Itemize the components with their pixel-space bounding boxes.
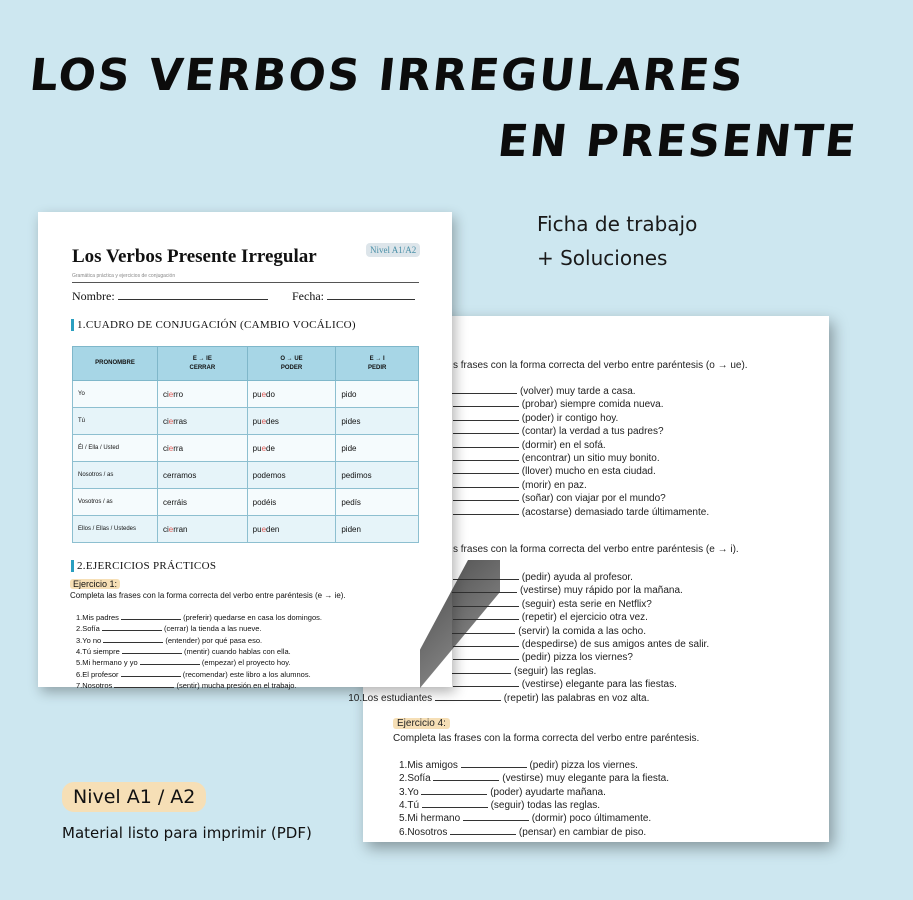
exercise-item bbox=[76, 670, 311, 679]
main-title-line1: LOS VERBOS IRREGULARES bbox=[27, 50, 748, 101]
tagline-solutions: + Soluciones bbox=[537, 246, 668, 270]
answer-blank bbox=[450, 826, 516, 835]
item-prefix: 5.Mi hermano y yo bbox=[76, 658, 138, 668]
table-header-cell bbox=[73, 347, 158, 381]
verb-vowel-change: e bbox=[261, 389, 267, 399]
exercise-item bbox=[76, 636, 262, 645]
item-suffix: (seguir) esta serie en Netflix? bbox=[521, 598, 652, 610]
pronoun-cell: Él / Ella / Usted bbox=[73, 435, 158, 462]
conjugation-cell bbox=[158, 489, 248, 516]
item-suffix: (seguir) todas las reglas. bbox=[490, 799, 601, 811]
pronoun-cell: Yo bbox=[73, 381, 158, 408]
item-suffix: (soñar) con viajar por el mundo? bbox=[521, 493, 666, 505]
conjugation-cell bbox=[247, 489, 336, 516]
exercise1-instruction: Completa las frases con la forma correcta del verbo entre paréntesis (e → ie). bbox=[70, 591, 346, 600]
verb-stem: pides bbox=[341, 416, 361, 426]
verb-stem: pido bbox=[341, 389, 357, 399]
conjugation-cell bbox=[336, 516, 419, 543]
item-suffix: (poder) ir contigo hoy. bbox=[521, 412, 619, 424]
answer-blank bbox=[451, 385, 517, 394]
item-suffix: (repetir) las palabras en voz alta. bbox=[503, 692, 650, 704]
answer-blank bbox=[453, 465, 519, 474]
answer-blank bbox=[121, 613, 181, 620]
header-verb: PEDIR bbox=[368, 364, 387, 371]
exercise-item bbox=[453, 425, 664, 437]
item-suffix: (morir) en paz. bbox=[521, 479, 587, 491]
answer-blank bbox=[453, 425, 519, 434]
exercise-item bbox=[76, 624, 262, 633]
item-suffix: (cerrar) la tienda a las nueve. bbox=[163, 624, 262, 634]
conjugation-cell bbox=[336, 489, 419, 516]
exercise-item bbox=[453, 638, 709, 650]
exercise-item bbox=[399, 772, 669, 784]
conjugation-table bbox=[72, 346, 419, 543]
section-exercises-heading: 2.EJERCICIOS PRÁCTICOS bbox=[72, 560, 216, 572]
item-suffix: (seguir) las reglas. bbox=[514, 665, 597, 677]
header-rule: PRONOMBRE bbox=[95, 360, 135, 366]
verb-vowel-change: e bbox=[168, 416, 174, 426]
item-suffix: (vestirse) elegante para las fiestas. bbox=[521, 679, 677, 691]
item-suffix: (dormir) en el sofá. bbox=[521, 439, 606, 451]
item-suffix: (recomendar) este libro a los alumnos. bbox=[182, 669, 311, 679]
answer-blank bbox=[453, 479, 519, 488]
verb-ending: den bbox=[266, 524, 280, 534]
conjugation-cell bbox=[247, 408, 336, 435]
item-suffix: (preferir) quedarse en casa los domingos. bbox=[183, 613, 322, 622]
verb-stem: ci bbox=[163, 443, 169, 453]
exercise-item bbox=[76, 647, 291, 656]
answer-blank bbox=[421, 786, 487, 795]
conjugation-cell bbox=[247, 381, 336, 408]
answer-blank bbox=[433, 772, 499, 781]
answer-blank bbox=[463, 812, 529, 821]
exercise-item bbox=[399, 786, 606, 798]
name-label: Nombre: bbox=[72, 289, 115, 303]
conjugation-cell bbox=[247, 435, 336, 462]
table-body bbox=[73, 381, 419, 543]
item-suffix: (pensar) en cambiar de piso. bbox=[518, 826, 647, 838]
item-suffix: (dormir) poco últimamente. bbox=[531, 813, 652, 825]
exercise-item bbox=[76, 658, 291, 667]
worksheet-front-page bbox=[38, 212, 452, 690]
answer-blank bbox=[102, 624, 162, 631]
verb-stem: cerramos bbox=[163, 470, 197, 480]
verb-stem: pu bbox=[252, 389, 262, 399]
pronoun-cell: Vosotros / as bbox=[73, 489, 158, 516]
item-prefix: 4.Tú bbox=[399, 799, 420, 811]
item-prefix: 4.Tú siempre bbox=[76, 646, 120, 656]
verb-ending: rran bbox=[173, 524, 188, 534]
verb-stem: podéis bbox=[252, 497, 277, 507]
answer-blank bbox=[103, 636, 163, 643]
item-suffix: (servir) la comida a las ocho. bbox=[518, 625, 647, 637]
exercise-item bbox=[443, 385, 635, 397]
exercise-item bbox=[399, 799, 600, 811]
exercise-item bbox=[399, 812, 651, 824]
conjugation-cell bbox=[158, 408, 248, 435]
exercise-item bbox=[453, 465, 656, 477]
table-header-cell bbox=[158, 347, 248, 381]
item-prefix: 2.Sofía bbox=[399, 773, 431, 785]
exercise4-label: Ejercicio 4: bbox=[393, 718, 450, 729]
level-badge: Nivel A1 / A2 bbox=[62, 782, 206, 812]
answer-blank bbox=[453, 492, 519, 501]
conjugation-cell bbox=[158, 381, 248, 408]
item-suffix: (pedir) pizza los viernes? bbox=[521, 652, 633, 664]
answer-blank bbox=[453, 651, 519, 660]
verb-vowel-change: e bbox=[261, 416, 267, 426]
verb-stem: pide bbox=[341, 443, 357, 453]
exercise2-instruction: s frases con la forma correcta del verbo entre paréntesis (o → ue). bbox=[453, 360, 748, 371]
table-header-cell bbox=[247, 347, 336, 381]
answer-blank bbox=[453, 638, 519, 647]
exercise3-instruction: s frases con la forma correcta del verbo entre paréntesis (e → i). bbox=[453, 544, 739, 555]
verb-stem: piden bbox=[341, 524, 361, 534]
table-row bbox=[73, 435, 419, 462]
item-prefix: 6.El profesor bbox=[76, 669, 119, 679]
verb-ending: rras bbox=[173, 416, 188, 426]
exercise-item bbox=[76, 681, 297, 690]
header-verb: CERRAR bbox=[189, 364, 216, 371]
answer-blank bbox=[114, 681, 174, 688]
pronoun-cell: Tú bbox=[73, 408, 158, 435]
item-suffix: (vestirse) muy rápido por la mañana. bbox=[519, 585, 683, 597]
verb-stem: pu bbox=[252, 416, 262, 426]
name-line bbox=[118, 290, 268, 300]
item-prefix: 3.Yo bbox=[399, 786, 419, 798]
answer-blank bbox=[422, 799, 488, 808]
answer-blank bbox=[453, 412, 519, 421]
answer-blank bbox=[435, 692, 501, 701]
verb-stem: podemos bbox=[252, 470, 286, 480]
conjugation-cell bbox=[336, 408, 419, 435]
exercise-item bbox=[453, 479, 587, 491]
item-suffix: (repetir) el ejercicio otra vez. bbox=[521, 612, 648, 624]
item-prefix: 10.Los estudiantes bbox=[348, 692, 433, 704]
exercise-item bbox=[453, 452, 660, 464]
exercise4-instruction: Completa las frases con la forma correcta del verbo entre paréntesis. bbox=[393, 733, 700, 744]
exercise-item bbox=[399, 759, 638, 771]
item-suffix: (empezar) el proyecto hoy. bbox=[201, 658, 291, 668]
worksheet-level-badge: Nivel A1/A2 bbox=[366, 243, 420, 257]
item-suffix: (mentir) cuando hablas con ella. bbox=[183, 646, 291, 656]
main-title-line2: EN PRESENTE bbox=[495, 116, 860, 167]
item-prefix: 7.Nosotros bbox=[76, 680, 113, 690]
table-header-row bbox=[73, 347, 419, 381]
exercise-item bbox=[453, 412, 618, 424]
verb-stem: ci bbox=[163, 389, 169, 399]
answer-blank bbox=[453, 506, 519, 515]
verb-ending: rro bbox=[173, 389, 184, 399]
item-suffix: (sentir) mucha presión en el trabajo. bbox=[176, 680, 297, 690]
name-field bbox=[72, 289, 268, 304]
verb-stem: pedimos bbox=[341, 470, 372, 480]
answer-blank bbox=[453, 678, 519, 687]
conjugation-cell bbox=[158, 516, 248, 543]
item-suffix: (contar) la verdad a tus padres? bbox=[521, 426, 664, 438]
exercise-item bbox=[453, 492, 666, 504]
verb-stem: ci bbox=[163, 524, 169, 534]
item-suffix: (acostarse) demasiado tarde últimamente. bbox=[521, 506, 710, 518]
conjugation-cell bbox=[158, 435, 248, 462]
answer-blank bbox=[445, 665, 511, 674]
table-row bbox=[73, 489, 419, 516]
verb-ending: des bbox=[266, 416, 279, 426]
answer-blank bbox=[453, 398, 519, 407]
conjugation-cell bbox=[336, 381, 419, 408]
verb-vowel-change: e bbox=[168, 443, 174, 453]
worksheet-subtitle: Gramática práctica y ejercicios de conjugación bbox=[72, 273, 176, 279]
verb-ending: do bbox=[266, 389, 275, 399]
tagline-worksheet: Ficha de trabajo bbox=[537, 212, 698, 236]
answer-blank bbox=[461, 759, 527, 768]
verb-stem: ci bbox=[163, 416, 169, 426]
item-suffix: (volver) muy tarde a casa. bbox=[519, 386, 636, 397]
exercise-item bbox=[76, 613, 322, 622]
item-prefix: 6.Nosotros bbox=[399, 826, 448, 838]
exercise-item bbox=[453, 398, 664, 410]
answer-blank bbox=[453, 439, 519, 448]
item-prefix: 3.Yo no bbox=[76, 635, 102, 645]
item-prefix: 5.Mi hermano bbox=[399, 813, 461, 825]
header-rule: O → UE bbox=[280, 355, 303, 362]
header-verb: PODER bbox=[280, 364, 303, 371]
worksheet-title: Los Verbos Presente Irregular bbox=[72, 246, 317, 267]
header-rule: E → IE bbox=[192, 355, 212, 362]
verb-stem: pu bbox=[252, 443, 262, 453]
item-prefix: 2.Sofía bbox=[76, 624, 100, 634]
verb-vowel-change: e bbox=[261, 443, 267, 453]
conjugation-cell bbox=[247, 516, 336, 543]
conjugation-cell bbox=[336, 462, 419, 489]
date-line bbox=[327, 290, 415, 300]
verb-ending: de bbox=[266, 443, 275, 453]
header-rule: E → I bbox=[369, 355, 385, 362]
item-prefix: 1.Mis amigos bbox=[399, 760, 458, 771]
answer-blank bbox=[121, 670, 181, 677]
material-note: Material listo para imprimir (PDF) bbox=[62, 824, 312, 842]
item-suffix: (pedir) pizza los viernes. bbox=[529, 760, 638, 771]
verb-stem: pu bbox=[252, 524, 262, 534]
section-conjugation-heading: 1.CUADRO DE CONJUGACIÓN (CAMBIO VOCÁLICO) bbox=[72, 319, 356, 331]
item-suffix: (probar) siempre comida nueva. bbox=[521, 399, 664, 411]
verb-stem: pedís bbox=[341, 497, 361, 507]
exercise-item bbox=[348, 692, 649, 704]
pronoun-cell: Ellos / Ellas / Ustedes bbox=[73, 516, 158, 543]
exercise-item bbox=[453, 651, 633, 663]
item-suffix: (poder) ayudarte mañana. bbox=[490, 786, 606, 798]
conjugation-cell bbox=[336, 435, 419, 462]
table-row bbox=[73, 516, 419, 543]
item-suffix: (encontrar) un sitio muy bonito. bbox=[521, 453, 660, 464]
answer-blank bbox=[140, 658, 200, 665]
conjugation-cell bbox=[158, 462, 248, 489]
exercise-item bbox=[453, 439, 606, 451]
item-suffix: (vestirse) muy elegante para la fiesta. bbox=[502, 773, 670, 785]
item-suffix: (pedir) ayuda al profesor. bbox=[521, 572, 633, 583]
title-divider bbox=[72, 282, 419, 283]
verb-vowel-change: e bbox=[261, 524, 267, 534]
pronoun-cell: Nosotros / as bbox=[73, 462, 158, 489]
conjugation-cell bbox=[247, 462, 336, 489]
item-suffix: (llover) mucho en esta ciudad. bbox=[521, 466, 656, 478]
answer-blank bbox=[122, 647, 182, 654]
table-row bbox=[73, 381, 419, 408]
verb-ending: rra bbox=[173, 443, 184, 453]
date-field bbox=[292, 289, 415, 304]
item-suffix: (despedirse) de sus amigos antes de salir. bbox=[521, 639, 710, 650]
verb-stem: cerráis bbox=[163, 497, 188, 507]
verb-vowel-change: e bbox=[168, 524, 174, 534]
item-suffix: (entender) por qué pasa eso. bbox=[165, 635, 263, 645]
exercise-item bbox=[453, 506, 709, 518]
answer-blank bbox=[453, 452, 519, 461]
date-label: Fecha: bbox=[292, 289, 324, 303]
verb-vowel-change: e bbox=[168, 389, 174, 399]
exercise-item bbox=[453, 678, 677, 690]
table-row bbox=[73, 408, 419, 435]
exercise1-label: Ejercicio 1: bbox=[70, 579, 120, 589]
table-header-cell bbox=[336, 347, 419, 381]
exercise-item bbox=[399, 826, 646, 838]
table-row bbox=[73, 462, 419, 489]
item-prefix: 1.Mis padres bbox=[76, 613, 119, 622]
